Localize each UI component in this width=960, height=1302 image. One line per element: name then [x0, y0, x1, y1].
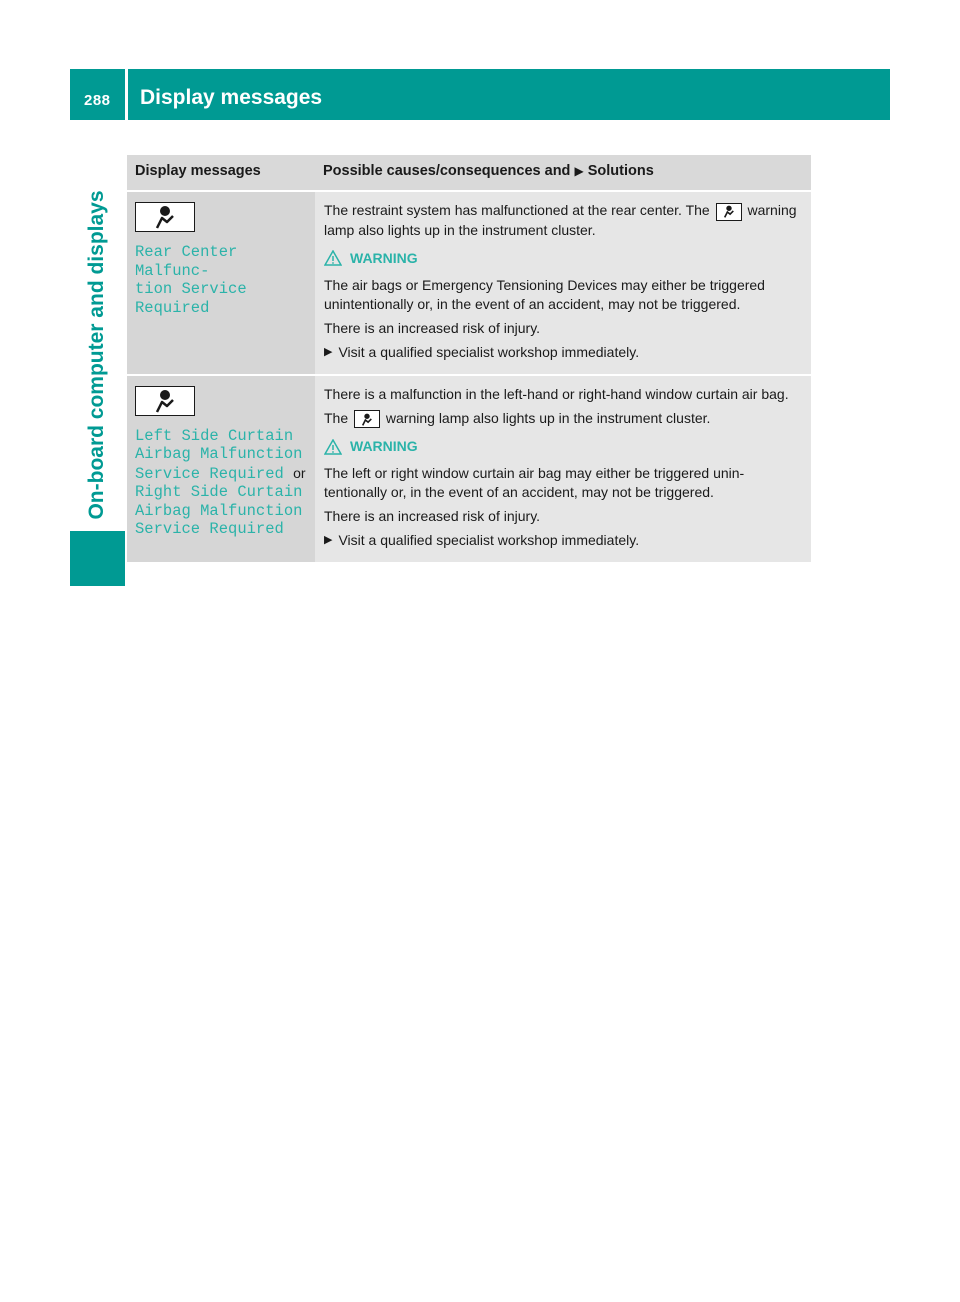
display-message-text: Left Side Curtain Airbag Malfunction Service Required or Right Side Curtain Airbag Malfunction Service Required [135, 426, 306, 538]
cause-text: The restraint system has malfunctioned at the rear center. The warning lamp also lights up in the instrument cluster. [324, 202, 797, 238]
page-number: 288 [84, 92, 111, 109]
warning-text: The left or right window curtain air bag may either be triggered unin-tentionally or, in the event of an accident, may not be triggered. [324, 465, 745, 500]
display-message-text: Rear Center Malfunc- tion Service Required [135, 243, 247, 317]
step-arrow-icon: ▶ [324, 345, 333, 358]
solution-cell [315, 191, 811, 375]
col-header-solutions: Possible causes/consequences and ▶ Solutions [315, 155, 811, 191]
airbag-warning-lamp-icon [135, 202, 195, 232]
chapter-title: Display messages [140, 86, 323, 109]
risk-text: There is an increased risk of injury. [324, 508, 541, 524]
or-connector: or [293, 464, 306, 481]
play-triangle-icon: ▶ [574, 164, 584, 178]
col-header-display-messages: Display messages [127, 155, 315, 191]
lamp-text: The warning lamp also lights up in the instrument cluster. [324, 409, 802, 429]
action-step: ▶ Visit a qualified specialist workshop immediately. [324, 532, 640, 548]
airbag-warning-lamp-icon [354, 410, 380, 428]
table-header-row [127, 155, 811, 191]
risk-text: There is an increased risk of injury. [324, 319, 541, 336]
side-tab-block [70, 531, 125, 586]
warning-triangle-icon [324, 439, 342, 455]
display-messages-table [127, 155, 811, 562]
warning-text: The air bags or Emergency Tensioning Devices may either be triggered unintentionally or, in the event of an accident, may not be triggered. [324, 276, 765, 312]
warning-triangle-icon [324, 250, 342, 266]
action-step: ▶ Visit a qualified specialist workshop immediately. [324, 343, 640, 360]
solution-cell [315, 375, 811, 563]
header-divider [125, 69, 128, 120]
display-cell [127, 375, 315, 563]
step-arrow-icon: ▶ [324, 534, 333, 546]
table-row [127, 375, 811, 563]
warning-heading: WARNING [324, 437, 802, 456]
cause-text: There is a malfunction in the left-hand or right-hand window curtain air bag. [324, 385, 789, 402]
warning-heading: WARNING [324, 249, 802, 268]
table-row [127, 191, 811, 375]
display-cell [127, 191, 315, 375]
airbag-warning-lamp-icon [135, 386, 195, 416]
side-chapter-label: On-board computer and displays [85, 190, 108, 520]
airbag-warning-lamp-icon [716, 203, 742, 221]
